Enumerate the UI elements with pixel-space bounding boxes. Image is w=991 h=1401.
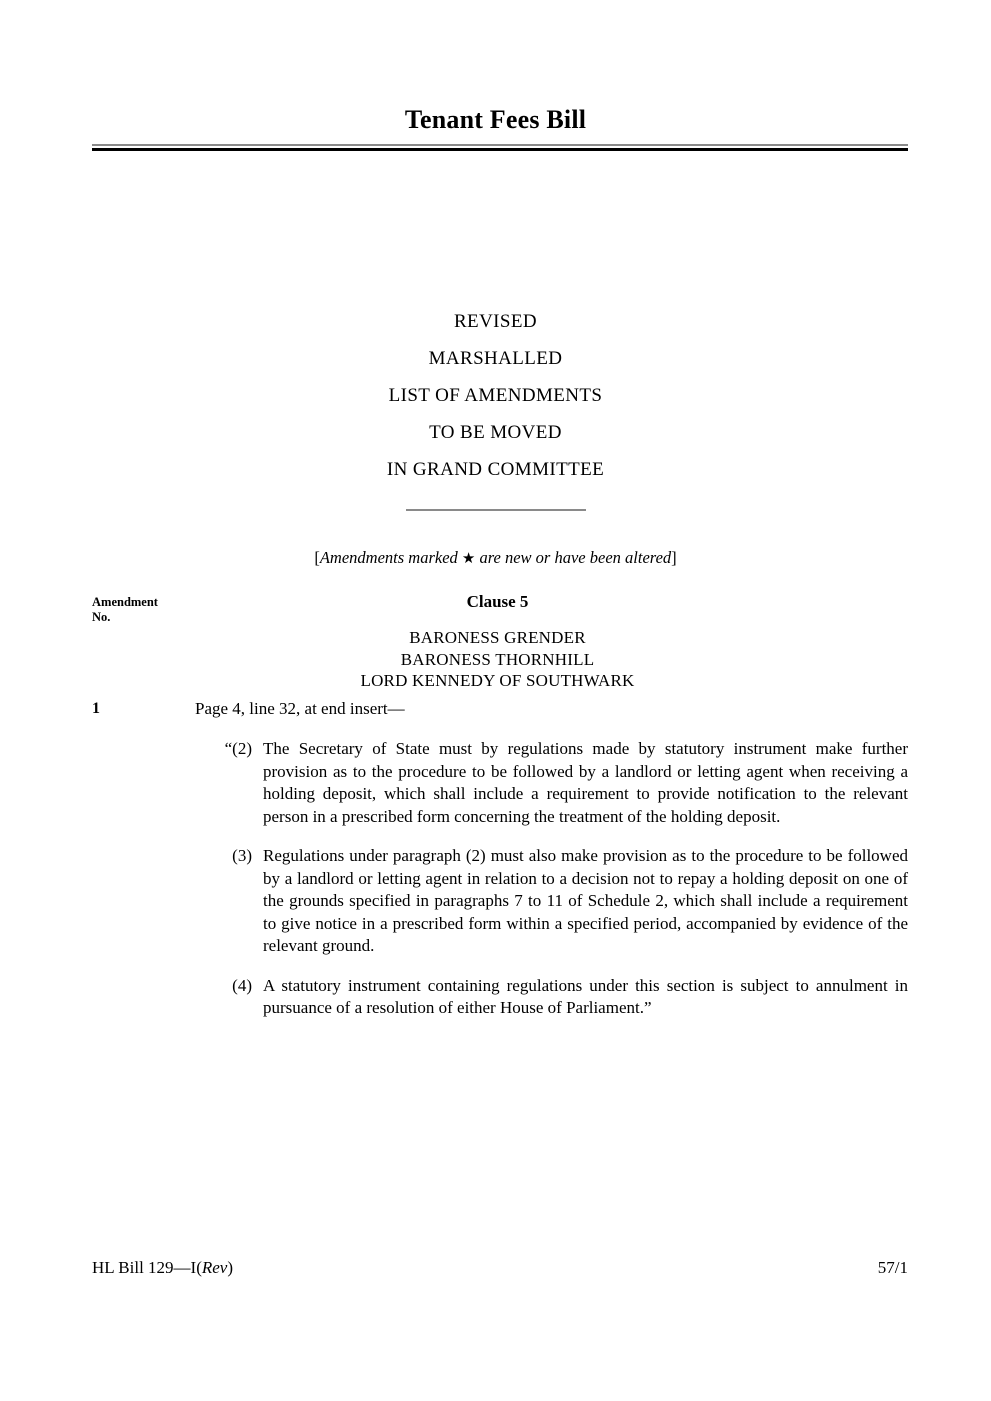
subparagraph-marker: (3) — [232, 846, 252, 865]
sponsor-list — [190, 627, 805, 692]
clause-heading: Clause 5 — [466, 592, 529, 611]
sponsor-name: BARONESS GRENDER — [409, 628, 586, 647]
subparagraph — [210, 738, 908, 828]
note-text-before: Amendments marked — [319, 548, 462, 567]
amendment-no-label-line2: No. — [92, 610, 111, 624]
subparagraph — [210, 975, 908, 1020]
page-title: Tenant Fees Bill — [404, 105, 587, 134]
sponsor-name: BARONESS THORNHILL — [400, 649, 595, 669]
subparagraph-text: A statutory instrument containing regulations under this section is subject to annulment in pursuance of a resolution of either House of Parliament.” — [263, 975, 908, 1017]
star-icon: ★ — [461, 551, 476, 567]
subparagraph-text: The Secretary of State must by regulations made by statutory instrument make further provision as to the procedure to be followed by a landlord or letting agent when receiving a holding deposit, which shall include a requirement to provide notification to the relevant person in a prescribed form concerning the treatment of the holding deposit. — [263, 739, 908, 826]
amendment-no-label-line1: Amendment — [92, 595, 158, 609]
amendment-number: 1 — [92, 700, 100, 717]
section-divider-rule — [406, 509, 586, 511]
note-close-bracket: ] — [671, 548, 677, 567]
subparagraph-text: Regulations under paragraph (2) must also make provision as to the procedure to be followed by a landlord or letting agent in relation to a decision not to repay a holding deposit on one of the grounds specified in paragraphs 7 to 11 of Schedule 2, which shall include a requirement to give notice in a prescribed form within a specified period, accompanied by evidence of the relevant ground. — [263, 846, 908, 955]
title-rule-thick — [92, 148, 908, 151]
bill-reference-prefix: HL Bill 129—I( — [92, 1258, 202, 1277]
heading-line-marshalled: MARSHALLED — [428, 348, 563, 369]
bill-reference-rev: Rev — [201, 1258, 228, 1277]
note-open-bracket: [ — [314, 548, 320, 567]
heading-line-to-be-moved: TO BE MOVED — [429, 422, 562, 443]
page-footer — [92, 1258, 908, 1278]
heading-line-revised: REVISED — [453, 311, 538, 332]
document-heading-block — [0, 303, 991, 488]
amendment-entry — [92, 698, 908, 1020]
note-text-after: are new or have been altered — [475, 548, 672, 567]
sponsor-name: LORD KENNEDY OF SOUTHWARK — [360, 671, 635, 690]
heading-line-in-grand-committee: IN GRAND COMMITTEE — [386, 459, 605, 480]
starred-amendments-note — [0, 548, 991, 568]
bill-reference-suffix: ) — [227, 1258, 234, 1277]
amendment-subparagraph-list — [210, 738, 908, 1020]
bill-reference — [92, 1258, 233, 1278]
amendment-no-column-label — [92, 595, 202, 625]
heading-line-list-of-amendments: LIST OF AMENDMENTS — [388, 385, 603, 406]
amendment-lead-in: Page 4, line 32, at end insert— — [195, 699, 405, 718]
subparagraph — [210, 845, 908, 958]
subparagraph-marker: (4) — [232, 975, 252, 995]
title-double-rule — [92, 144, 908, 152]
page-number: 57/1 — [877, 1258, 908, 1277]
subparagraph-marker: “(2) — [224, 739, 252, 758]
